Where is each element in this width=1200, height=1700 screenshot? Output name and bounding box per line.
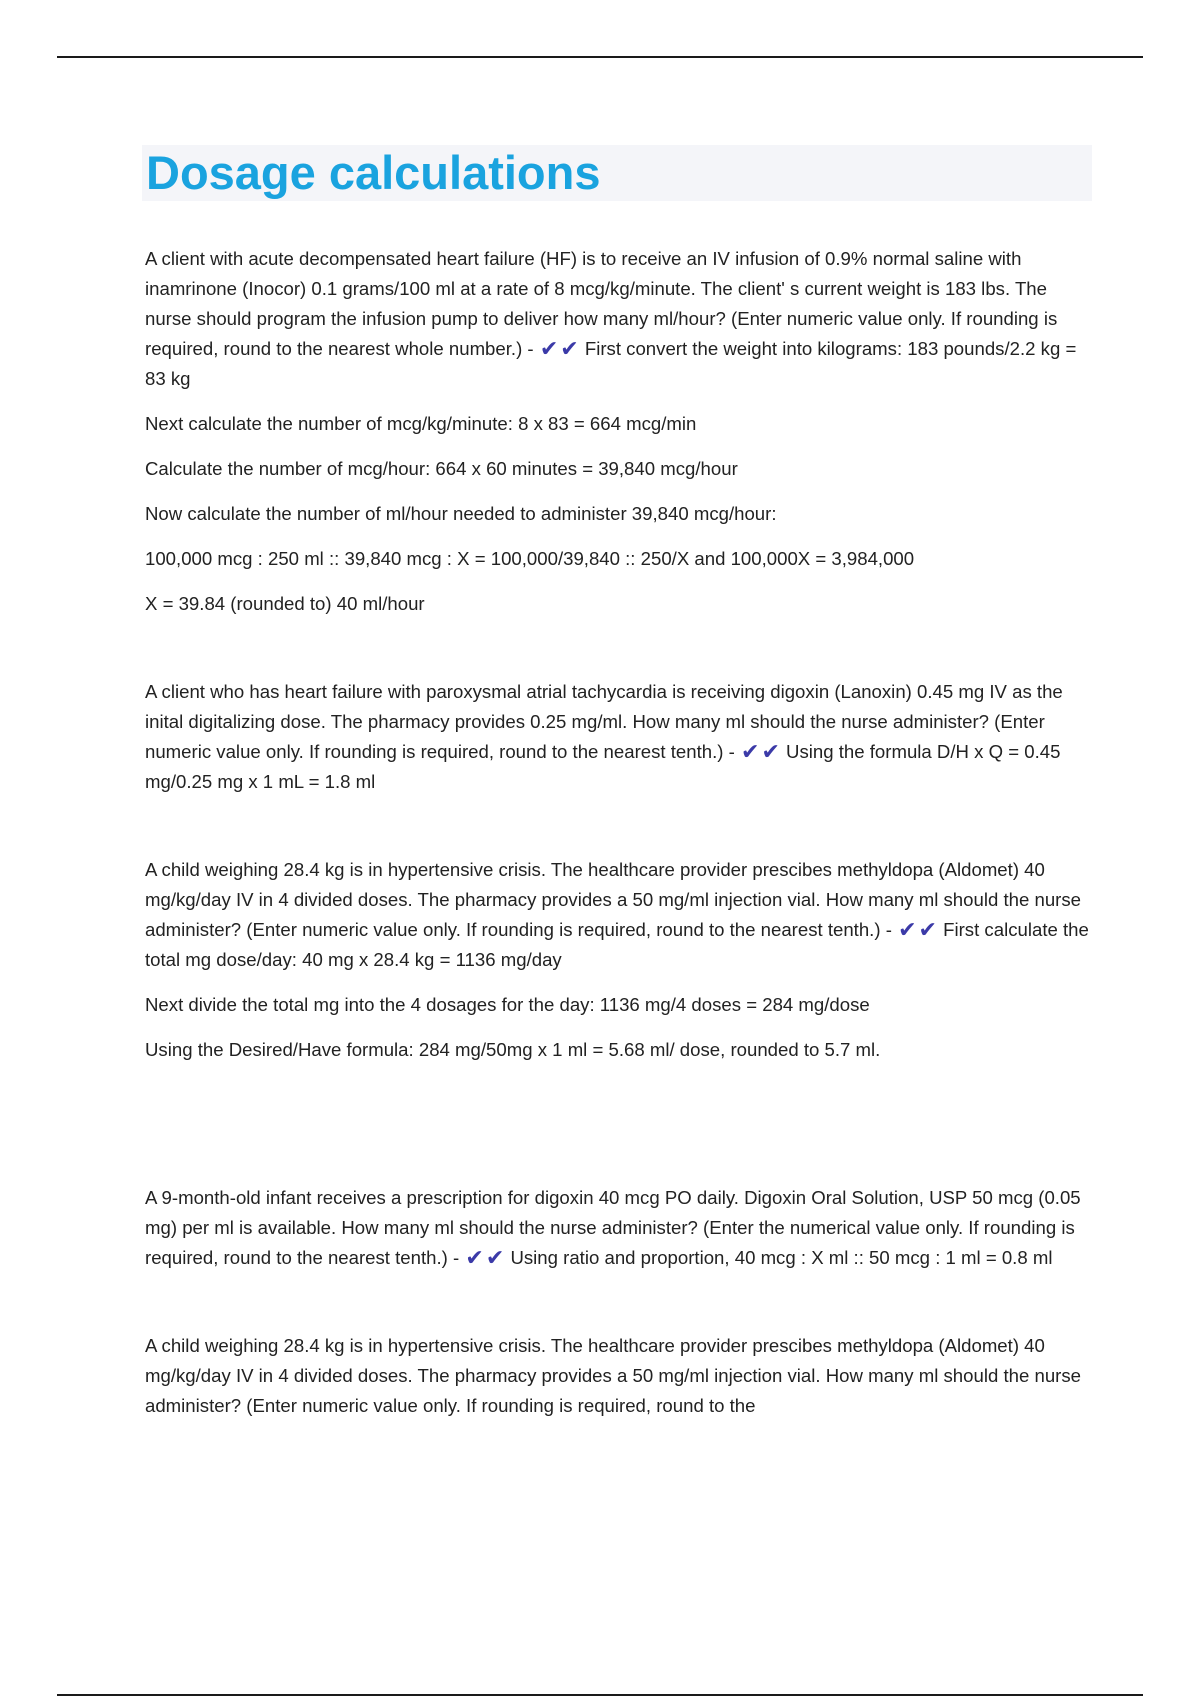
check-icon: ✔ [485, 1245, 505, 1270]
question-text: A 9-month-old infant receives a prescription for digoxin 40 mcg PO daily. Digoxin Oral Solution, USP 50 mcg (0.05 mg) per ml is available. How many ml should the nurse administer? (Enter the numerical value only. If rounding is required, round to the nearest tenth.) - [145, 1187, 1081, 1268]
question-text: A child weighing 28.4 kg is in hypertensive crisis. The healthcare provider prescibes methyldopa (Aldomet) 40 mg/kg/day IV in 4 divided doses. The pharmacy provides a 50 mg/ml injection vial. How many ml should the nurse administer? (Enter numeric value only. If rounding is required, round to the nearest tenth.) - [145, 859, 1081, 940]
qa-block-2 [145, 677, 1093, 797]
step-line: Now calculate the number of ml/hour needed to administer 39,840 mcg/hour: [145, 503, 777, 524]
step-line: 100,000 mcg : 250 ml :: 39,840 mcg : X = 100,000/39,840 :: 250/X and 100,000X = 3,984,000 [145, 548, 915, 569]
check-icon: ✔ [560, 336, 579, 361]
step-line: Calculate the number of mcg/hour: 664 x 60 minutes = 39,840 mcg/hour [145, 458, 738, 479]
check-icon: ✔ [741, 739, 760, 764]
question-text: A child weighing 28.4 kg is in hypertensive crisis. The healthcare provider prescibes methyldopa (Aldomet) 40 mg/kg/day IV in 4 divided doses. The pharmacy provides a 50 mg/ml injection vial. How many ml should the nurse administer? (Enter numeric value only. If rounding is required, round to the [145, 1335, 1081, 1416]
qa-block-1 [145, 244, 1093, 394]
step-line: X = 39.84 (rounded to) 40 ml/hour [145, 593, 425, 614]
footer-rule [57, 1694, 1143, 1696]
question-text: A client with acute decompensated heart failure (HF) is to receive an IV infusion of 0.9% normal saline with inamrinone (Inocor) 0.1 grams/100 ml at a rate of 8 mcg/kg/minute. The client' s current weight is 183 lbs. The nurse should program the infusion pump to deliver how many ml/hour? (Enter numeric value only. If rounding is required, round to the nearest whole number.) - [145, 248, 1058, 359]
step-line: Next calculate the number of mcg/kg/minute: 8 x 83 = 664 mcg/min [145, 413, 697, 434]
header-rule [57, 56, 1143, 58]
check-icon: ✔ [761, 739, 780, 764]
document-body [145, 244, 1093, 1421]
answer-text: Using the formula D/H x Q = 0.45 mg/0.25 mg x 1 mL = 1.8 ml [145, 741, 1061, 792]
question-text: A client who has heart failure with paroxysmal atrial tachycardia is receiving digoxin (Lanoxin) 0.45 mg IV as the inital digitalizing dose. The pharmacy provides 0.25 mg/ml. How many ml should the nurse administer? (Enter numeric value only. If rounding is required, round to the nearest tenth.) - [145, 681, 1063, 762]
check-icon: ✔ [539, 336, 559, 361]
qa-block-3 [145, 855, 1093, 975]
answer-text: Using ratio and proportion, 40 mcg : X ml :: 50 mcg : 1 ml = 0.8 ml [510, 1247, 1053, 1268]
step-line: Using the Desired/Have formula: 284 mg/50mg x 1 ml = 5.68 ml/ dose, rounded to 5.7 ml. [145, 1039, 881, 1060]
qa-block-4 [145, 1183, 1093, 1273]
answer-text: First calculate the total mg dose/day: 40 mg x 28.4 kg = 1136 mg/day [145, 919, 1089, 970]
step-line: Next divide the total mg into the 4 dosages for the day: 1136 mg/4 doses = 284 mg/dose [145, 994, 870, 1015]
check-icon: ✔ [898, 917, 917, 942]
qa-block-5 [145, 1331, 1093, 1421]
check-icon: ✔ [465, 1245, 484, 1270]
answer-text: First convert the weight into kilograms: 183 pounds/2.2 kg = 83 kg [145, 338, 1077, 389]
page-title: Dosage calculations [146, 146, 601, 199]
check-icon: ✔ [918, 917, 937, 942]
